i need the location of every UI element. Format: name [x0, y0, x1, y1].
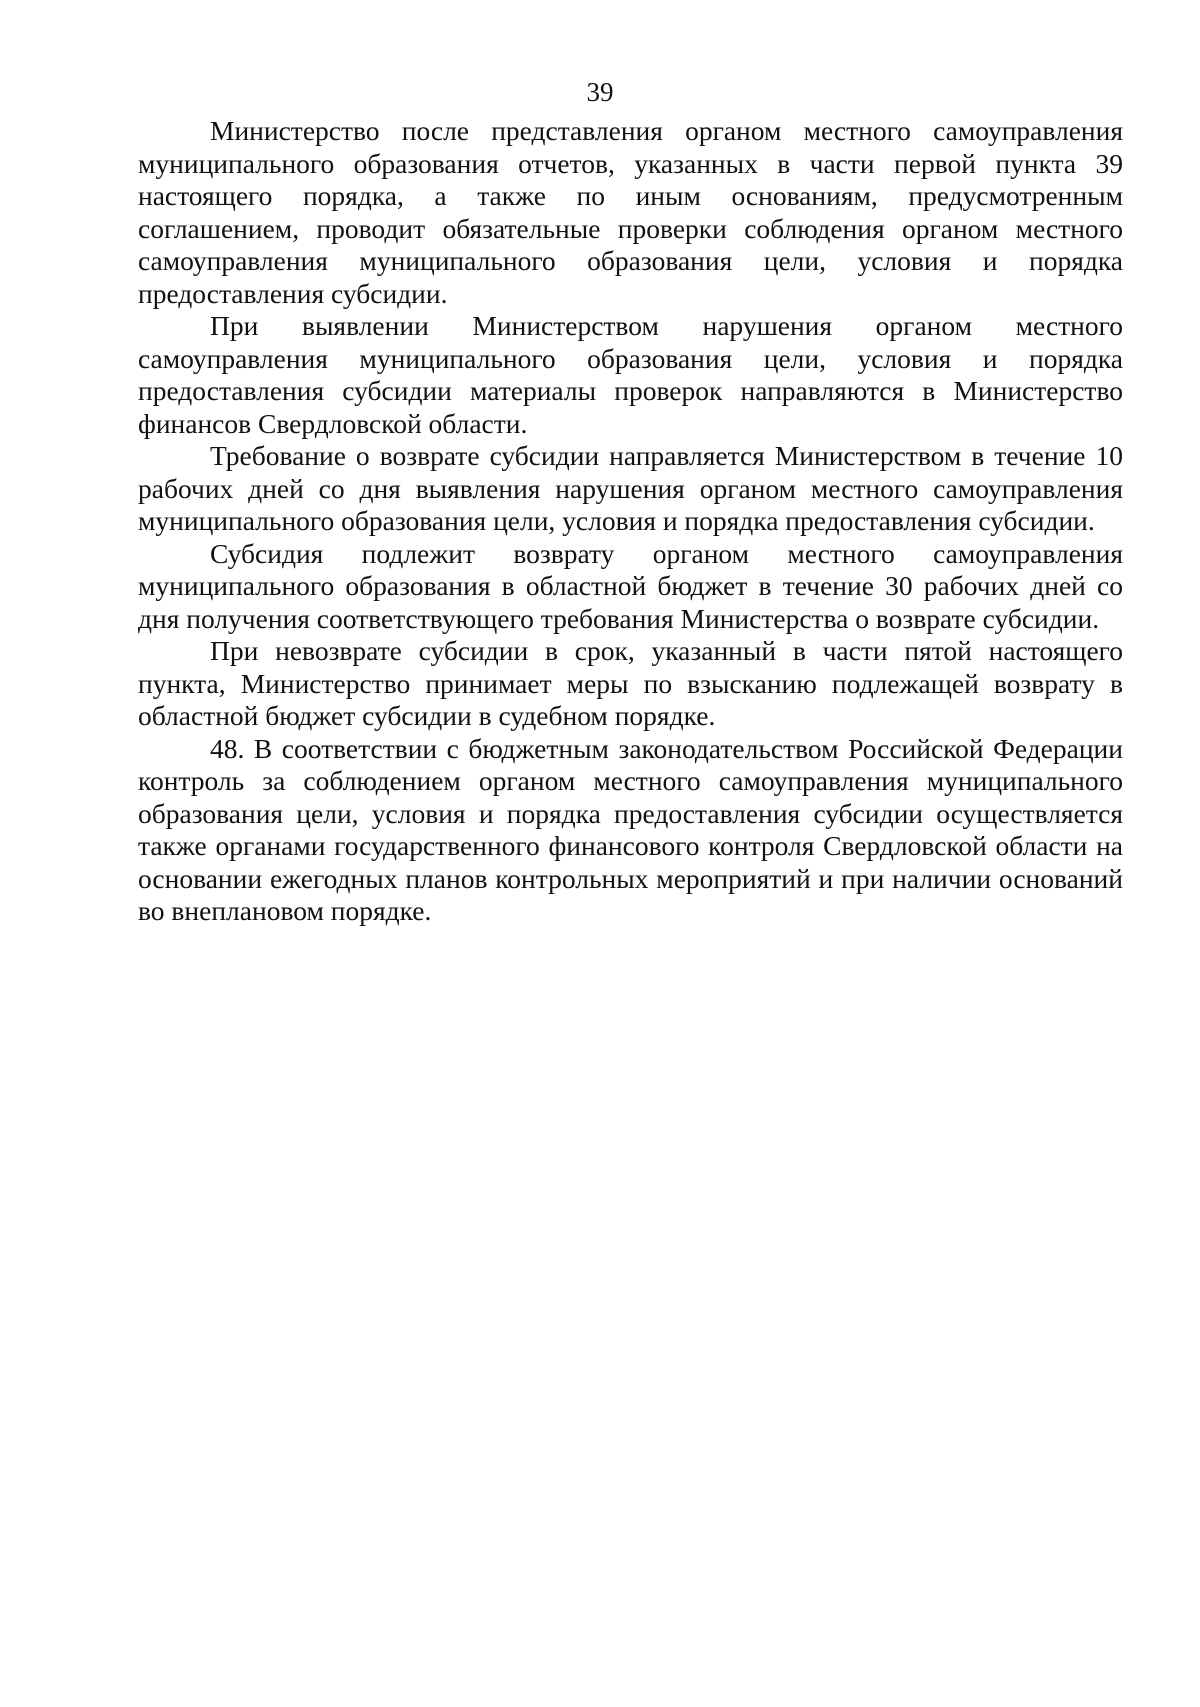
paragraph-non-refund-measures: При невозврате субсидии в срок, указанный в части пятой настоящего пункта, Министерство принимает меры по взысканию подлежащей возврату в областной бюджет субсидии в судебном порядке.: [138, 635, 1123, 731]
document-body: [138, 115, 1123, 928]
paragraph-48-state-control: 48. В соответствии с бюджетным законодательством Российской Федерации контроль за соблюдением органом местного самоуправления муниципального образования цели, условия и порядка предоставления субсидии осуществляется также органами государственного финансового контроля Свердловской области на основании ежегодных планов контрольных мероприятий и при наличии оснований во внеплановом порядке.: [138, 732, 1123, 926]
page-number: 39: [586, 77, 614, 107]
paragraph-ministry-inspections: Министерство после представления органом местного самоуправления муниципального образования отчетов, указанных в части первой пункта 39 настоящего порядка, а также по иным основаниям, предусмотренным соглашением, проводит обязательные проверки соблюдения органом местного самоуправления муниципального образования цели, условия и порядка предоставления субсидии.: [138, 115, 1123, 309]
paragraph-subsidy-refund: Субсидия подлежит возврату органом местного самоуправления муниципального образования в областной бюджет в течение 30 рабочих дней со дня получения соответствующего требования Министерства о возврате субсидии.: [138, 537, 1123, 634]
paragraph-refund-demand: Требование о возврате субсидии направляется Министерством в течение 10 рабочих дней со дня выявления нарушения органом местного самоуправления муниципального образования цели, условия и порядка предоставления субсидии.: [138, 440, 1123, 536]
paragraph-violation-materials: При выявлении Министерством нарушения органом местного самоуправления муниципального образования цели, условия и порядка предоставления субсидии материалы проверок направляются в Министерство финансов Свердловской области.: [138, 310, 1123, 439]
